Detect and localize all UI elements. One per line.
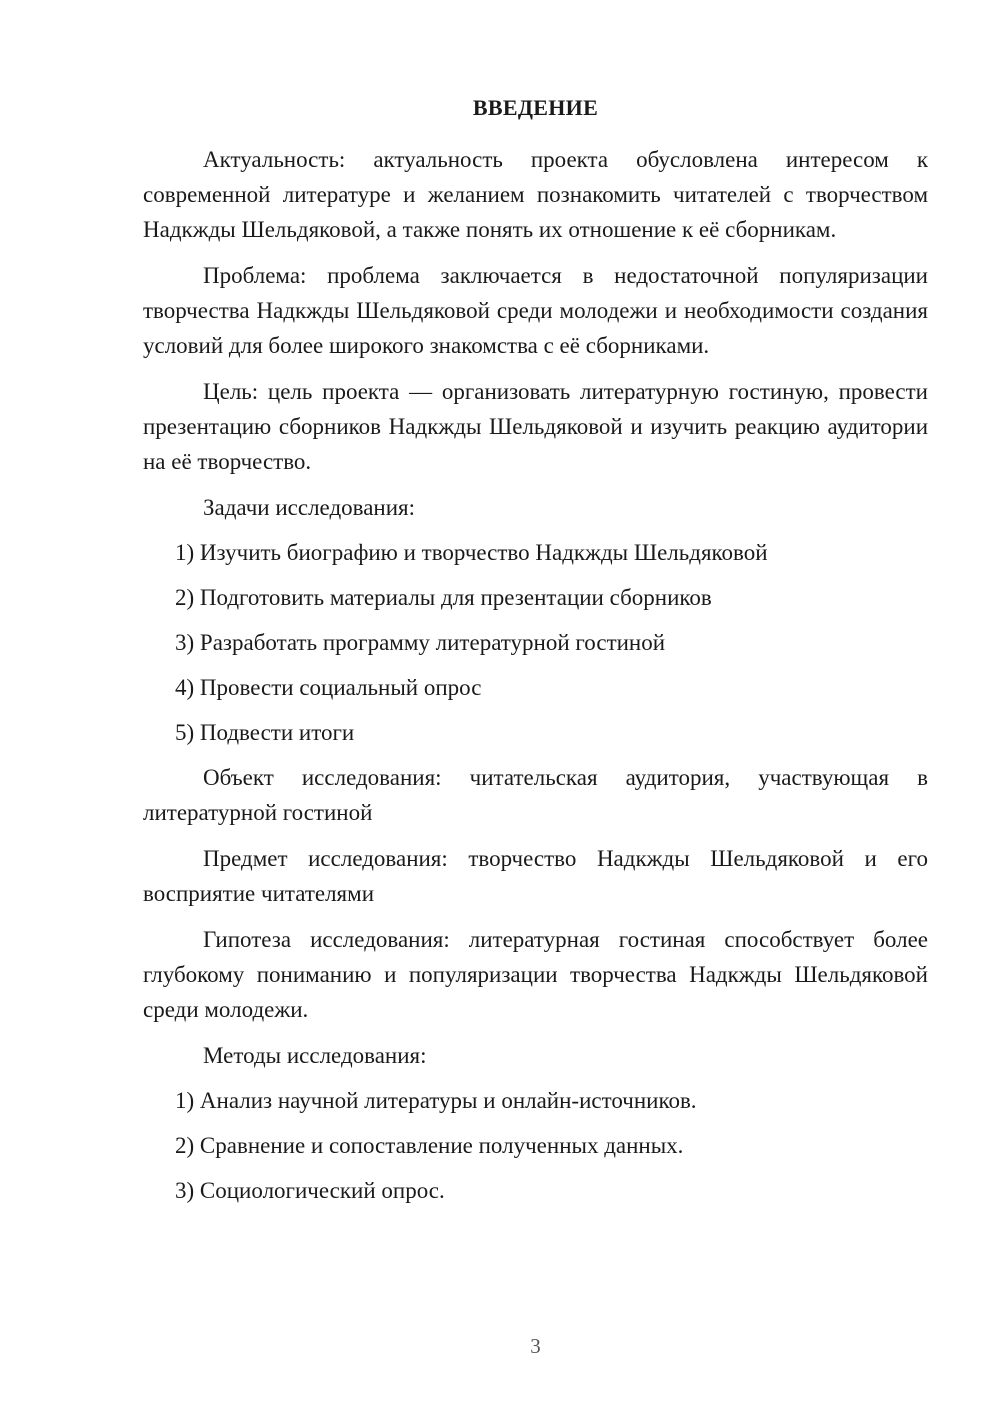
goal-paragraph: Цель: цель проекта — организовать литературную гостиную, провести презентацию сборников Надкжды Шельдяковой и изучить реакцию аудитории на её творчество.	[143, 379, 928, 474]
method-item: 2) Сравнение и сопоставление полученных данных.	[175, 1133, 684, 1158]
tasks-list	[143, 535, 928, 750]
task-item: 2) Подготовить материалы для презентации сборников	[175, 585, 712, 610]
method-item: 1) Анализ научной литературы и онлайн-источников.	[175, 1088, 697, 1113]
object-paragraph: Объект исследования: читательская аудитория, участвующая в литературной гостиной	[143, 765, 928, 825]
task-item: 4) Провести социальный опрос	[175, 675, 482, 700]
methods-label: Методы исследования:	[203, 1043, 427, 1068]
problem-paragraph: Проблема: проблема заключается в недостаточной популяризации творчества Надкжды Шельдяковой среди молодежи и необходимости создания условий для более широкого знакомства с её сборниками.	[143, 263, 928, 358]
tasks-label: Задачи исследования:	[203, 495, 416, 520]
relevance-paragraph: Актуальность: актуальность проекта обусловлена интересом к современной литературе и желанием познакомить читателей с творчеством Надкжды Шельдяковой, а также понять их отношение к её сборникам.	[143, 147, 928, 242]
subject-paragraph: Предмет исследования: творчество Надкжды Шельдяковой и его восприятие читателями	[143, 846, 928, 906]
methods-list	[143, 1083, 928, 1208]
section-heading: ВВЕДЕНИЕ	[472, 95, 599, 120]
method-item: 3) Социологический опрос.	[175, 1178, 445, 1203]
page-number: 3	[530, 1334, 541, 1358]
hypothesis-paragraph: Гипотеза исследования: литературная гостиная способствует более глубокому пониманию и популяризации творчества Надкжды Шельдяковой среди молодежи.	[143, 927, 928, 1022]
task-item: 3) Разработать программу литературной гостиной	[175, 630, 666, 655]
task-item: 5) Подвести итоги	[175, 720, 355, 745]
document-body	[143, 142, 928, 1208]
document-page	[143, 0, 928, 1414]
task-item: 1) Изучить биографию и творчество Надкжды Шельдяковой	[175, 540, 768, 565]
